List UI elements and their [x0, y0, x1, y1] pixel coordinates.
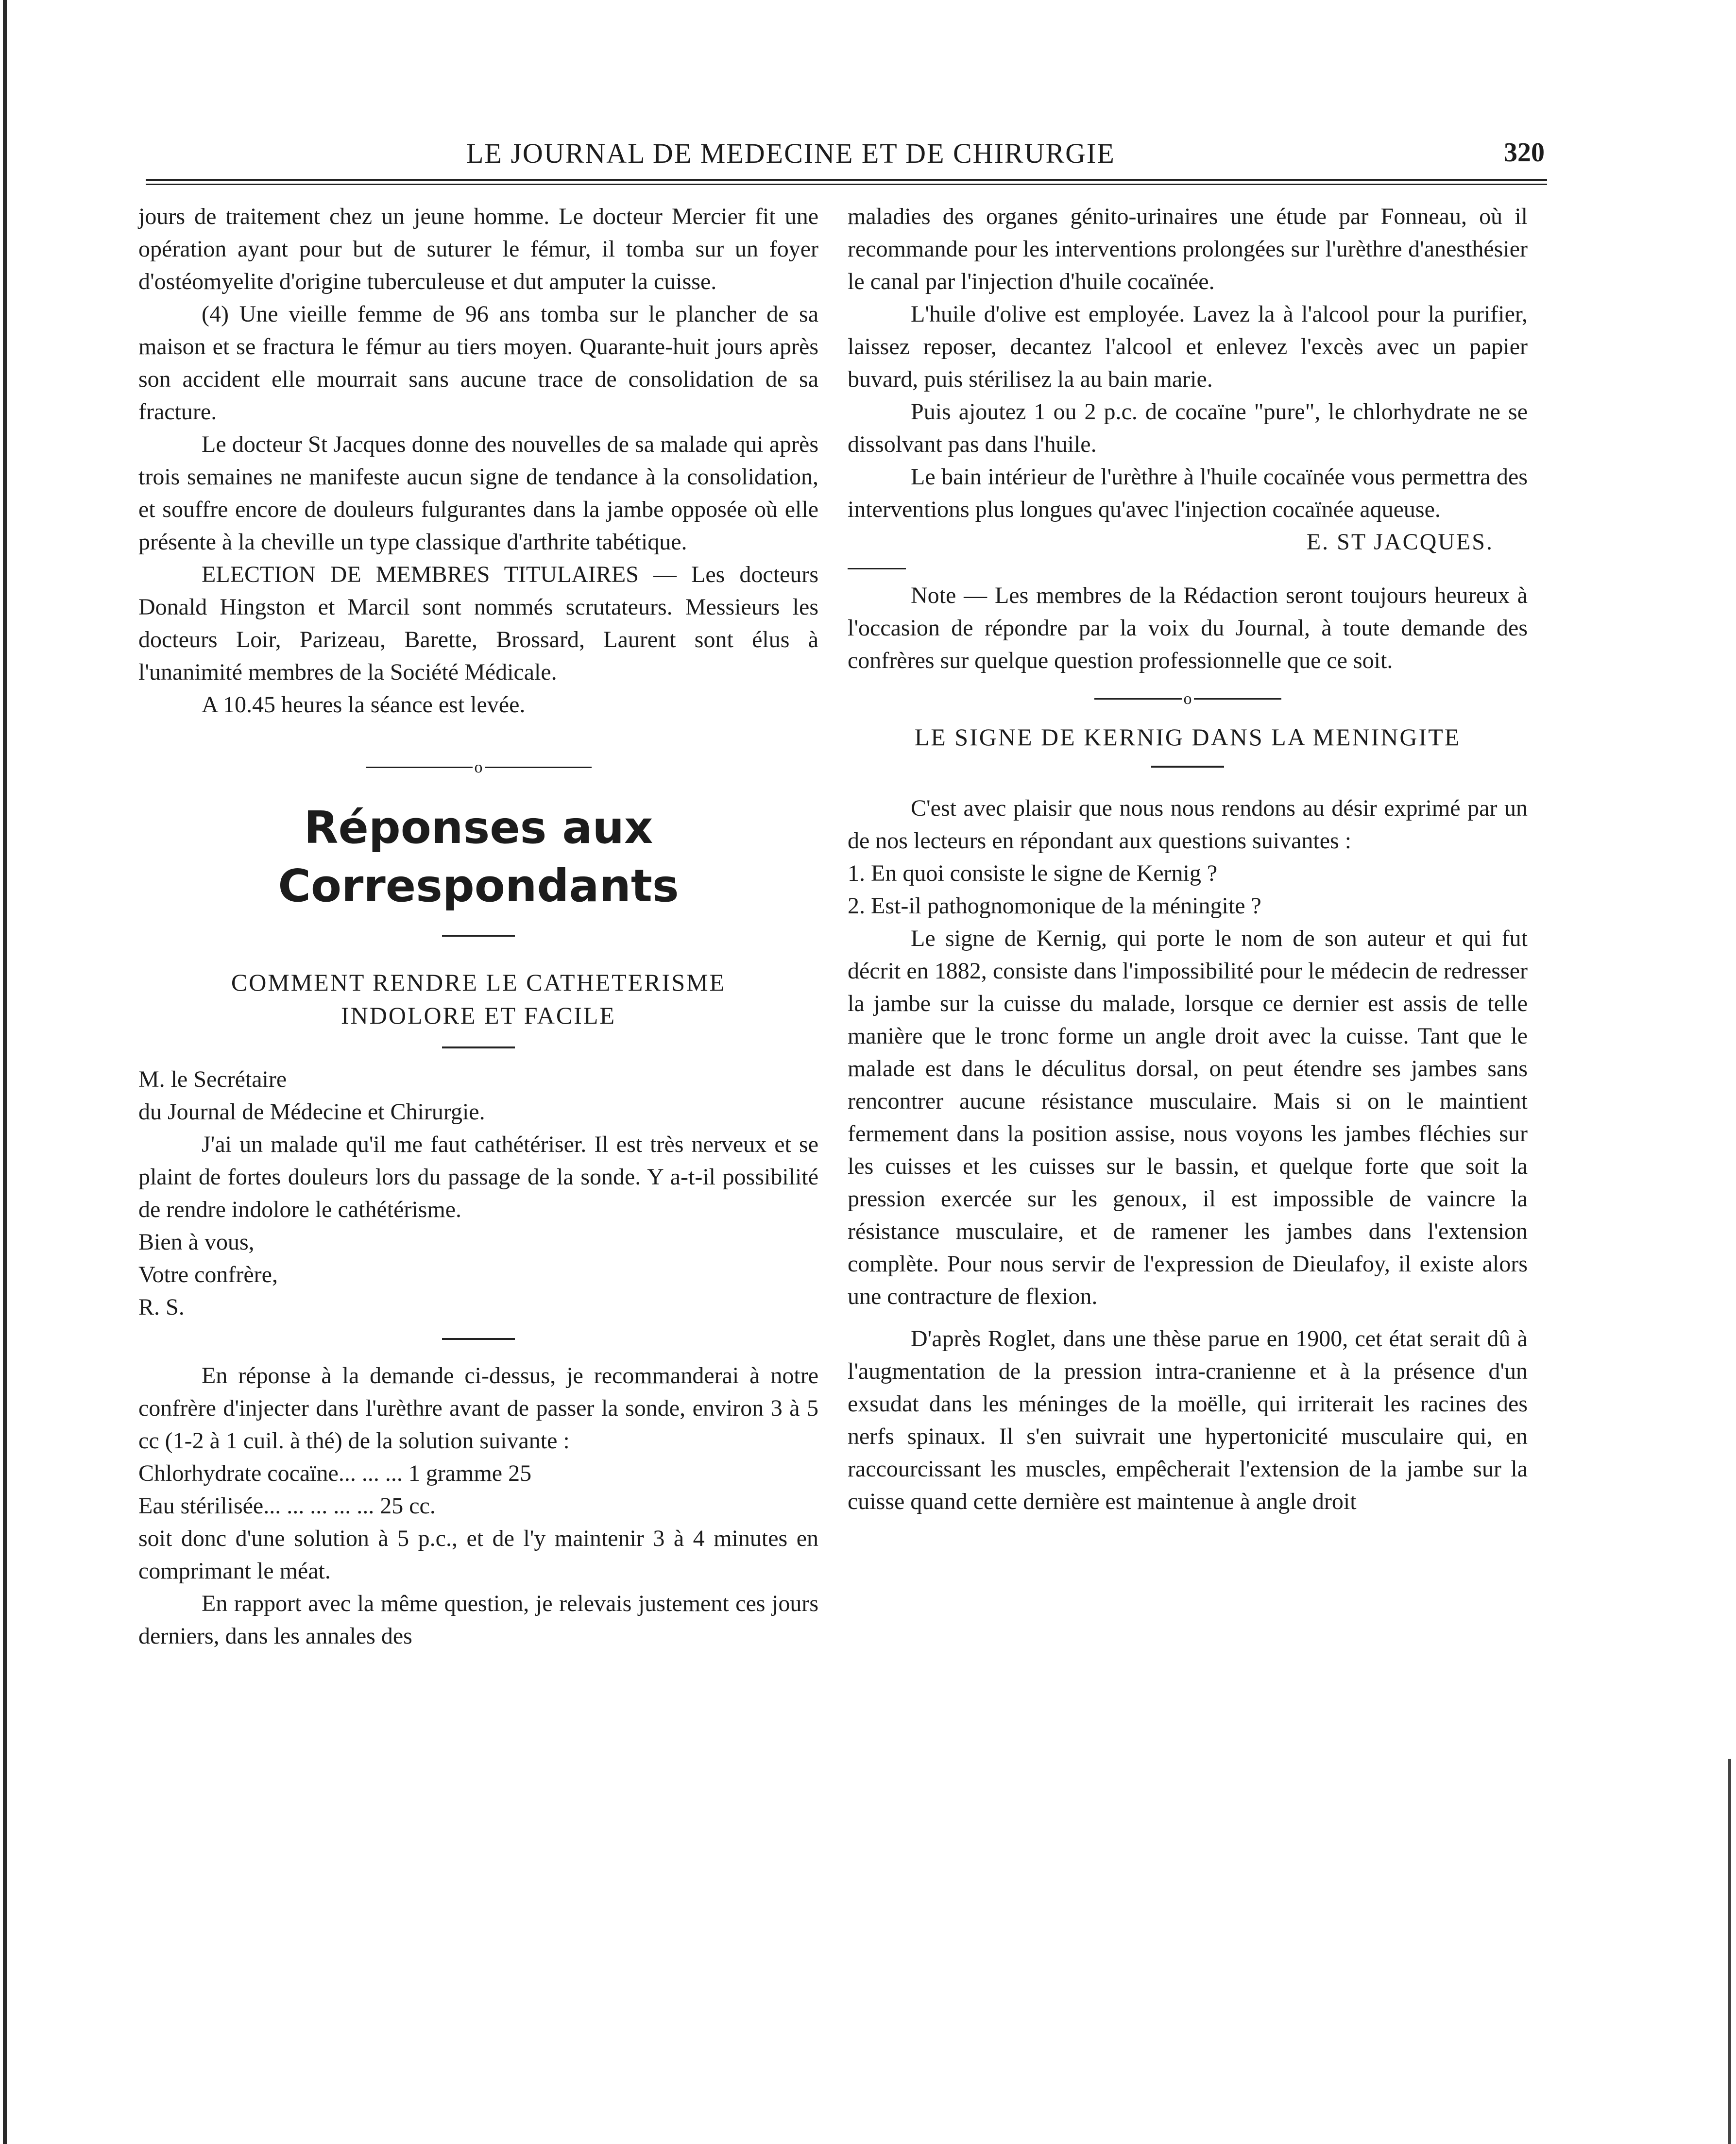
scan-left-edge — [3, 0, 7, 2144]
paragraph: Puis ajoutez 1 ou 2 p.c. de cocaïne "pure", le chlorhydrate ne se dissolvant pas dans l'huile. — [848, 399, 1528, 457]
election-paragraph: ELECTION DE MEMBRES TITULAIRES — Les docteurs Donald Hingston et Marcil sont nommés scrutateurs. Messieurs les docteurs Loir, Parizeau, Barette, Brossard, Laurent sont élus à l'unanimité membres de la Société Médicale. — [138, 562, 818, 685]
letter-body: J'ai un malade qu'il me faut cathétériser. Il est très nerveux et se plaint de fortes douleurs lors du passage de la sonde. Y a-t-il possibilité de rendre indolore le cathétérisme. — [138, 1132, 818, 1222]
paragraph: Le signe de Kernig, qui porte le nom de son auteur et qui fut décrit en 1882, consiste dans l'impossibilité pour le médecin de redresser la jambe sur la cuisse du malade, lorsque ce dernier est assis de telle manière que le tronc forme un angle droit avec la cuisse. Tant que le malade est dans le déculitus dorsal, on peut étendre ses jambes sans rencontrer aucune résistance musculaire. Mais si on le maintient fermement dans la position assise, nous voyons les jambes fléchies sur les cuisses et les cuisses sur le bassin, et quelque forte que soit la pression exercée sur les genoux, il est impossible de vaincre la résistance musculaire, et de ramener les jambes dans l'extension complète. Pour nous servir de l'expression de Dieulafoy, il existe alors une contracture de flexion. — [848, 926, 1528, 1309]
page-number: 320 — [1504, 137, 1545, 168]
section-separator: o — [138, 750, 818, 784]
editorial-note: Note — Les membres de la Rédaction seront toujours heureux à l'occasion de répondre par la voix du Journal, à toute demande des confrères sur quelque question professionnelle que ce soit. — [848, 583, 1528, 673]
header-rule — [146, 179, 1547, 181]
right-column — [848, 200, 1528, 1518]
letter-signature: R. S. — [138, 1294, 185, 1320]
letter-closing: Bien à vous, — [138, 1229, 255, 1255]
letter-greeting: du Journal de Médecine et Chirurgie. — [138, 1099, 485, 1125]
question-item: 2. Est-il pathognomonique de la méningite ? — [848, 893, 1261, 919]
note-rule — [848, 568, 906, 569]
paragraph: A 10.45 heures la séance est levée. — [202, 692, 526, 718]
paragraph: jours de traitement chez un jeune homme. Le docteur Mercier fit une opération ayant pour but de suturer le fémur, il tomba sur un foyer d'ostéomyelite d'origine tuberculeuse et dut amputer la cuisse. — [138, 204, 818, 294]
heading-rule — [442, 935, 515, 937]
subheading-line: COMMENT RENDRE LE CATHETERISME — [231, 969, 726, 996]
paragraph: D'après Roglet, dans une thèse parue en 1900, cet état serait dû à l'augmentation de la pression intra-cranienne et à la présence d'un exsudat dans les méninges de la moëlle, qui irriterait les racines des nerfs spinaux. Il s'en suivrait une hypertonicité musculaire qui, en raccourcissant les muscles, empêcherait l'extension de la jambe sur la cuisse quand cette dernière est maintenue à angle droit — [848, 1326, 1528, 1514]
author-signature: E. ST JACQUES. — [1306, 529, 1494, 555]
question-item: 1. En quoi consiste le signe de Kernig ? — [848, 860, 1218, 886]
paragraph: Le docteur St Jacques donne des nouvelles de sa malade qui après trois semaines ne manifeste aucun signe de tendance à la consolidation, et souffre encore de douleurs fulgurantes dans la jambe opposée où elle présente à la cheville un type classique d'arthrite tabétique. — [138, 431, 818, 555]
header-rule-thin — [146, 184, 1547, 185]
reply-paragraph: soit donc d'une solution à 5 p.c., et de l'y maintenir 3 à 4 minutes en comprimant le méat. — [138, 1526, 818, 1584]
heading-rule — [442, 1046, 515, 1048]
left-column — [138, 200, 818, 1652]
recipe-line: Chlorhydrate cocaïne... ... ... 1 gramme 25 — [138, 1460, 532, 1486]
section-heading: Réponses aux Correspondants — [278, 802, 679, 912]
section-separator: o — [848, 682, 1528, 716]
letter-closing: Votre confrère, — [138, 1262, 278, 1287]
page-header — [146, 137, 1545, 176]
paragraph: (4) Une vieille femme de 96 ans tomba sur le plancher de sa maison et se fractura le fémur au tiers moyen. Quarante-huit jours après son accident elle mourrait sans aucune trace de consolidation de sa fracture. — [138, 301, 818, 425]
scan-right-edge — [1728, 1759, 1731, 2144]
letter-rule — [442, 1338, 515, 1340]
heading-rule — [1151, 766, 1224, 768]
article-subheading — [138, 966, 818, 1032]
paragraph: L'huile d'olive est employée. Lavez la à l'alcool pour la purifier, laissez reposer, decantez l'alcool et enlevez l'excès avec un papier buvard, puis stérilisez la au bain marie. — [848, 301, 1528, 392]
paragraph: Le bain intérieur de l'urèthre à l'huile cocaïnée vous permettra des interventions plus longues qu'avec l'injection cocaïnée aqueuse. — [848, 464, 1528, 522]
recipe-line: Eau stérilisée... ... ... ... ... 25 cc. — [138, 1493, 436, 1519]
reply-paragraph: En réponse à la demande ci-dessus, je recommanderai à notre confrère d'injecter dans l'urèthre avant de passer la sonde, environ 3 à 5 cc (1-2 à 1 cuil. à thé) de la solution suivante : — [138, 1363, 818, 1454]
letter-greeting: M. le Secrétaire — [138, 1066, 287, 1092]
reply-paragraph: En rapport avec la même question, je relevais justement ces jours derniers, dans les annales des — [138, 1591, 818, 1649]
journal-title: LE JOURNAL DE MEDECINE ET DE CHIRURGIE — [466, 137, 1115, 169]
paragraph: C'est avec plaisir que nous nous rendons au désir exprimé par un de nos lecteurs en répondant aux questions suivantes : — [848, 795, 1528, 854]
subheading-line: INDOLORE ET FACILE — [341, 1002, 616, 1029]
paragraph: maladies des organes génito-urinaires une étude par Fonneau, où il recommande pour les interventions prolongées sur l'urèthre d'anesthésier le canal par l'injection d'huile cocaïnée. — [848, 204, 1528, 294]
article-heading: LE SIGNE DE KERNIG DANS LA MENINGITE — [914, 723, 1461, 751]
